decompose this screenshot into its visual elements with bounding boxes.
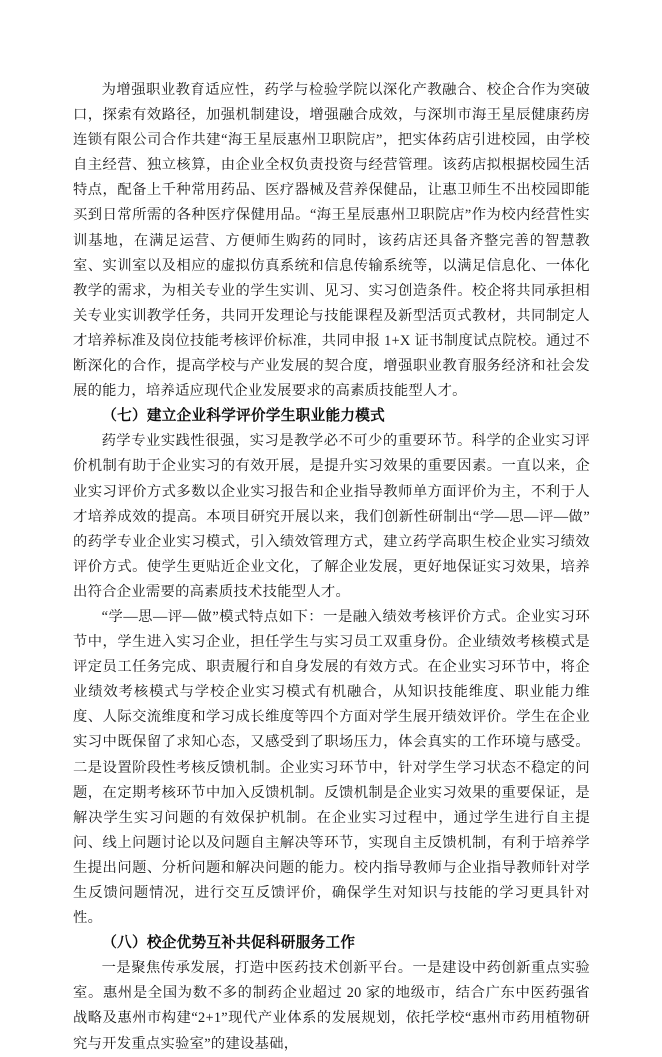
document-text-body bbox=[73, 78, 590, 1057]
heading-section-seven: （七）建立企业科学评价学生职业能力模式 bbox=[102, 408, 386, 425]
paragraph-xue-si-ping-zuo-model: “学—思—评—做”模式特点如下：一是融入绩效考核评价方式。企业实习环节中，学生进入实习企业，担任学生与实习员工双重身份。企业绩效考核模式是评定员工任务完成、职责履行和自身发展的有效方式。在企业实习环节中，将企业绩效考核模式与学校企业实习模式有机融合，从知识技能维度、职业能力维度、人际交流维度和学习成长维度等四个方面对学生展开绩效评价。学生在企业实习中既保留了求知心态，又感受到了职场压力，体会真实的工作环境与感受。二是设置阶段性考核反馈机制。企业实习环节中，针对学生学习状态不稳定的问题，在定期考核环节中加入反馈机制。反馈机制是企业实习效果的重要保证，是解决学生实习问题的有效保护机制。在企业实习过程中，通过学生进行自主提问、线上问题讨论以及问题自主解决等环节，实现自主反馈机制，有利于培养学生提出问题、分析问题和解决问题的能力。校内指导教师与企业指导教师针对学生反馈问题情况，进行交互反馈评价，确保学生对知识与技能的学习更具针对性。 bbox=[73, 608, 590, 927]
paragraph-research-platform: 一是聚焦传承发展，打造中医药技术创新平台。一是建设中药创新重点实验室。惠州是全国为数不多的制药企业超过 20 家的地级市，结合广东中医药强省战略及惠州市构建“2+1”现代产业体系的发展规划，依托学校“惠州市药用植物研究与开发重点实验室”的建设基础， bbox=[73, 960, 590, 1052]
paragraph-pharmacy-school-cooperation: 为增强职业教育适应性，药学与检验学院以深化产教融合、校企合作为突破口，探索有效路径，加强机制建设，增强融合成效，与深圳市海王星辰健康药房连锁有限公司合作共建“海王星辰惠州卫职院店”，把实体药店引进校园，由学校自主经营、独立核算，由企业全权负责投资与经营管理。该药店拟根据校园生活特点，配备上千种常用药品、医疗器械及营养保健品，让惠卫师生不出校园即能买到日常所需的各种医疗保健用品。“海王星辰惠州卫职院店”作为校内经营性实训基地，在满足运营、方便师生购药的同时，该药店还具备齐整完善的智慧教室、实训室以及相应的虚拟仿真系统和信息传输系统等，以满足信息化、一体化教学的需求，为相关专业的学生实训、见习、实习创造条件。校企将共同承担相关专业实训教学任务，共同开发理论与技能课程及新型活页式教材，共同制定人才培养标准及岗位技能考核评价标准，共同申报 1+X 证书制度试点院校。通过不断深化的合作，提高学校与产业发展的契合度，增强职业教育服务经济和社会发展的能力，培养适应现代企业发展要求的高素质技能型人才。 bbox=[73, 82, 590, 400]
heading-section-eight: （八）校企优势互补共促科研服务工作 bbox=[102, 935, 356, 952]
paragraph-internship-evaluation-mechanism: 药学专业实践性很强，实习是教学必不可少的重要环节。科学的企业实习评价机制有助于企业实习的有效开展，是提升实习效果的重要因素。一直以来，企业实习评价方式多数以企业实习报告和企业指导教师单方面评价为主，不利于人才培养成效的提高。本项目研究开展以来，我们创新性研制出“学—思—评—做”的药学专业企业实习模式，引入绩效管理方式，建立药学高职生校企业实习绩效评价方式。使学生更贴近企业文化，了解企业发展，更好地保证实习效果，培养出符合企业需要的高素质技术技能型人才。 bbox=[73, 433, 590, 600]
